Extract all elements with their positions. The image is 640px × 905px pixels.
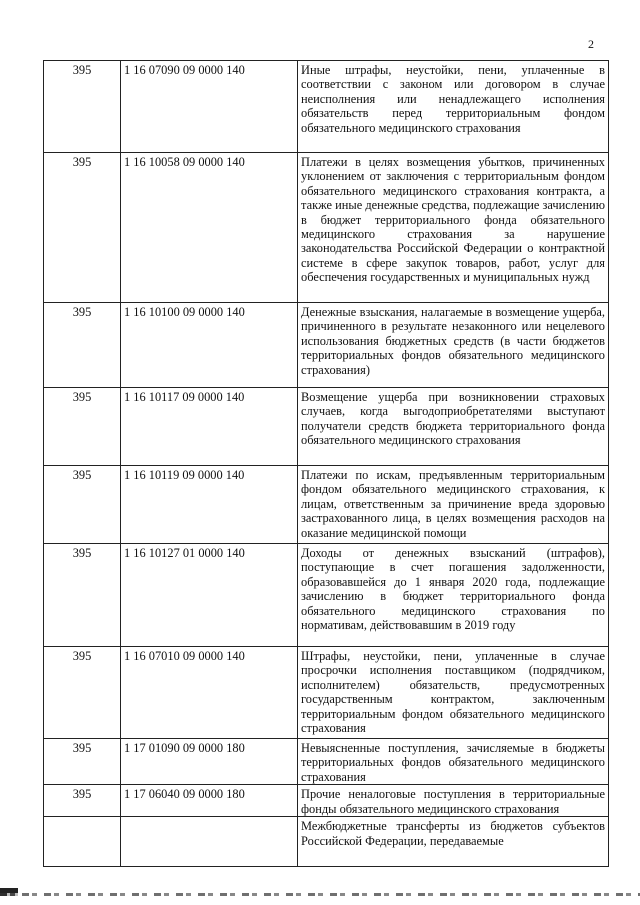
admin-code-cell: 395 xyxy=(44,466,121,544)
admin-code-cell: 395 xyxy=(44,544,121,647)
revenue-code-cell: 1 16 07010 09 0000 140 xyxy=(121,647,298,739)
revenue-name-cell: Доходы от денежных взысканий (штрафов), поступающие в счет погашения задолженности, образовавшейся до 1 января 2020 года, подлежащие зачислению в бюджет территориального фонда обязательного медицинского страхования по нормативам, действовавшим в 2019 году xyxy=(298,544,609,647)
table-row xyxy=(44,303,609,388)
revenue-code-cell xyxy=(121,817,298,867)
revenue-name-cell: Прочие неналоговые поступления в территориальные фонды обязательного медицинского страхования xyxy=(298,785,609,817)
revenue-name-cell: Иные штрафы, неустойки, пени, уплаченные в соответствии с законом или договором в случае неисполнения или ненадлежащего исполнения обязательств перед территориальным фондом обязательного медицинского страхования xyxy=(298,61,609,153)
revenue-name-cell: Денежные взыскания, налагаемые в возмещение ущерба, причиненного в результате незаконного или нецелевого использования бюджетных средств (в части бюджетов территориальных фондов обязательного медицинского страхования) xyxy=(298,303,609,388)
revenue-name-cell: Штрафы, неустойки, пени, уплаченные в случае просрочки исполнения поставщиком (подрядчиком, исполнителем) обязательств, предусмотренных государственным контрактом, заключенным территориальным фондом обязательного медицинского страхования xyxy=(298,647,609,739)
admin-code-cell: 395 xyxy=(44,647,121,739)
revenue-codes-table xyxy=(43,60,609,867)
table-row xyxy=(44,544,609,647)
revenue-code-cell: 1 16 10117 09 0000 140 xyxy=(121,388,298,466)
admin-code-cell: 395 xyxy=(44,785,121,817)
revenue-code-cell: 1 16 10127 01 0000 140 xyxy=(121,544,298,647)
scan-edge-line xyxy=(0,893,640,896)
table-row xyxy=(44,739,609,785)
revenue-code-cell: 1 16 10100 09 0000 140 xyxy=(121,303,298,388)
table-row xyxy=(44,647,609,739)
admin-code-cell: 395 xyxy=(44,739,121,785)
revenue-name-cell: Платежи в целях возмещения убытков, причиненных уклонением от заключения с территориальным фондом обязательного медицинского страхования контракта, а также иные денежные средства, подлежащие зачислению в бюджет территориального фонда обязательного медицинского страхования за нарушение законодательства Российской Федерации о контрактной системе в сфере закупок товаров, работ, услуг для обеспечения государственных и муниципальных нужд xyxy=(298,153,609,303)
revenue-code-cell: 1 16 10119 09 0000 140 xyxy=(121,466,298,544)
admin-code-cell: 395 xyxy=(44,153,121,303)
page-number: 2 xyxy=(588,37,594,51)
admin-code-cell xyxy=(44,817,121,867)
table-row xyxy=(44,388,609,466)
revenue-code-cell: 1 17 06040 09 0000 180 xyxy=(121,785,298,817)
admin-code-cell: 395 xyxy=(44,303,121,388)
revenue-code-cell: 1 17 01090 09 0000 180 xyxy=(121,739,298,785)
table-row xyxy=(44,61,609,153)
table-row xyxy=(44,785,609,817)
revenue-code-cell: 1 16 07090 09 0000 140 xyxy=(121,61,298,153)
table-row xyxy=(44,466,609,544)
revenue-name-cell: Возмещение ущерба при возникновении страховых случаев, когда выгодоприобретателями выступают получатели средств бюджета территориального фонда обязательного медицинского страхования xyxy=(298,388,609,466)
admin-code-cell: 395 xyxy=(44,61,121,153)
table-row xyxy=(44,153,609,303)
revenue-name-cell: Невыясненные поступления, зачисляемые в бюджеты территориальных фондов обязательного медицинского страхования xyxy=(298,739,609,785)
revenue-name-cell: Платежи по искам, предъявленным территориальным фондом обязательного медицинского страхования, к лицам, ответственным за причинение вреда здоровью застрахованного лица, в целях возмещения расходов на оказание медицинской помощи xyxy=(298,466,609,544)
revenue-name-cell: Межбюджетные трансферты из бюджетов субъектов Российской Федерации, передаваемые xyxy=(298,817,609,867)
revenue-code-cell: 1 16 10058 09 0000 140 xyxy=(121,153,298,303)
table-row xyxy=(44,817,609,867)
admin-code-cell: 395 xyxy=(44,388,121,466)
